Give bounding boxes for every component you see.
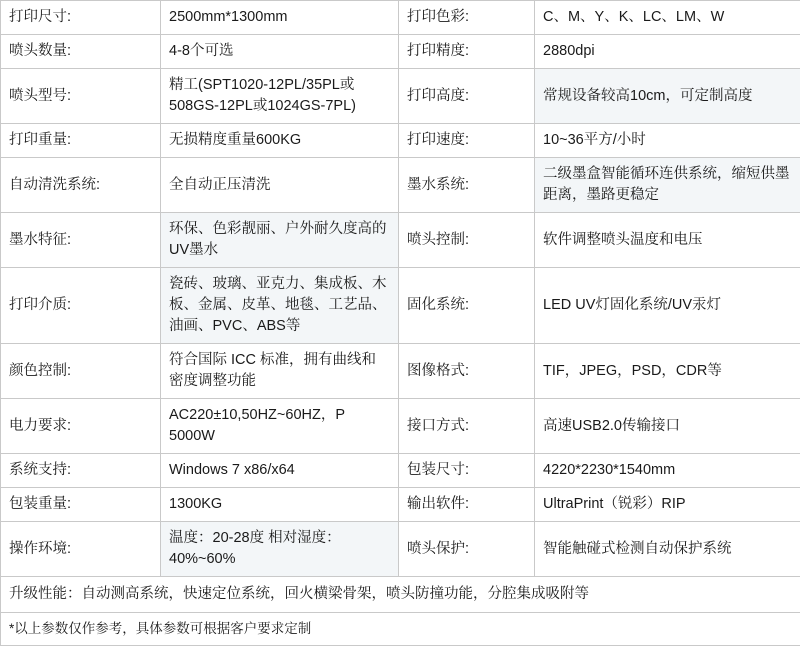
spec-value: UltraPrint（锐彩）RIP <box>535 488 800 522</box>
table-row-note <box>1 613 800 646</box>
spec-value: 符合国际 ICC 标准，拥有曲线和密度调整功能 <box>161 344 399 399</box>
spec-label: 打印精度: <box>399 35 535 69</box>
spec-value: LED UV灯固化系统/UV汞灯 <box>535 268 800 344</box>
disclaimer-note: *以上参数仅作参考，具体参数可根据客户要求定制 <box>1 613 800 646</box>
spec-value: 高速USB2.0传输接口 <box>535 399 800 454</box>
table-row <box>1 488 800 522</box>
spec-label: 墨水特征: <box>1 213 161 268</box>
table-row <box>1 344 800 399</box>
table-row <box>1 69 800 124</box>
spec-label: 打印介质: <box>1 268 161 344</box>
table-row <box>1 35 800 69</box>
spec-label: 打印尺寸: <box>1 1 161 35</box>
spec-value: TIF，JPEG，PSD，CDR等 <box>535 344 800 399</box>
spec-value: Windows 7 x86/x64 <box>161 454 399 488</box>
spec-value: C、M、Y、K、LC、LM、W <box>535 1 800 35</box>
spec-label: 图像格式: <box>399 344 535 399</box>
spec-value: 10~36平方/小时 <box>535 124 800 158</box>
spec-value: 2500mm*1300mm <box>161 1 399 35</box>
spec-value: 全自动正压清洗 <box>161 158 399 213</box>
spec-label: 打印速度: <box>399 124 535 158</box>
table-row <box>1 213 800 268</box>
table-row <box>1 454 800 488</box>
spec-label: 固化系统: <box>399 268 535 344</box>
spec-value: 软件调整喷头温度和电压 <box>535 213 800 268</box>
spec-label: 包装尺寸: <box>399 454 535 488</box>
spec-value: 智能触碰式检测自动保护系统 <box>535 522 800 577</box>
table-row <box>1 124 800 158</box>
spec-label: 打印高度: <box>399 69 535 124</box>
spec-label: 打印色彩: <box>399 1 535 35</box>
spec-label: 包装重量: <box>1 488 161 522</box>
spec-label: 颜色控制: <box>1 344 161 399</box>
spec-value: 温度：20-28度 相对湿度：40%~60% <box>161 522 399 577</box>
spec-value: 瓷砖、玻璃、亚克力、集成板、木板、金属、皮革、地毯、工艺品、油画、PVC、ABS等 <box>161 268 399 344</box>
spec-value: 2880dpi <box>535 35 800 69</box>
spec-label: 喷头型号: <box>1 69 161 124</box>
spec-value: 二级墨盒智能循环连供系统，缩短供墨距离，墨路更稳定 <box>535 158 800 213</box>
spec-label: 自动清洗系统: <box>1 158 161 213</box>
table-row <box>1 158 800 213</box>
table-row <box>1 268 800 344</box>
spec-label: 输出软件: <box>399 488 535 522</box>
spec-label: 墨水系统: <box>399 158 535 213</box>
spec-label: 操作环境: <box>1 522 161 577</box>
spec-value: 无损精度重量600KG <box>161 124 399 158</box>
spec-value: 4-8个可选 <box>161 35 399 69</box>
spec-value: 4220*2230*1540mm <box>535 454 800 488</box>
spec-value: AC220±10,50HZ~60HZ，P 5000W <box>161 399 399 454</box>
spec-label: 系统支持: <box>1 454 161 488</box>
spec-value: 环保、色彩靓丽、户外耐久度高的UV墨水 <box>161 213 399 268</box>
upgrade-features-text: 升级性能：自动测高系统，快速定位系统，回火横梁骨架，喷头防撞功能，分腔集成吸附等 <box>1 577 800 613</box>
spec-label: 电力要求: <box>1 399 161 454</box>
table-row <box>1 522 800 577</box>
spec-label: 打印重量: <box>1 124 161 158</box>
spec-label: 喷头控制: <box>399 213 535 268</box>
spec-value: 常规设备较高10cm，可定制高度 <box>535 69 800 124</box>
spec-value: 精工(SPT1020-12PL/35PL或508GS-12PL或1024GS-7PL) <box>161 69 399 124</box>
specification-table-body <box>1 1 800 646</box>
table-row <box>1 399 800 454</box>
spec-label: 喷头保护: <box>399 522 535 577</box>
spec-label: 喷头数量: <box>1 35 161 69</box>
table-row-upgrade-features <box>1 577 800 613</box>
spec-value: 1300KG <box>161 488 399 522</box>
spec-label: 接口方式: <box>399 399 535 454</box>
table-row <box>1 1 800 35</box>
